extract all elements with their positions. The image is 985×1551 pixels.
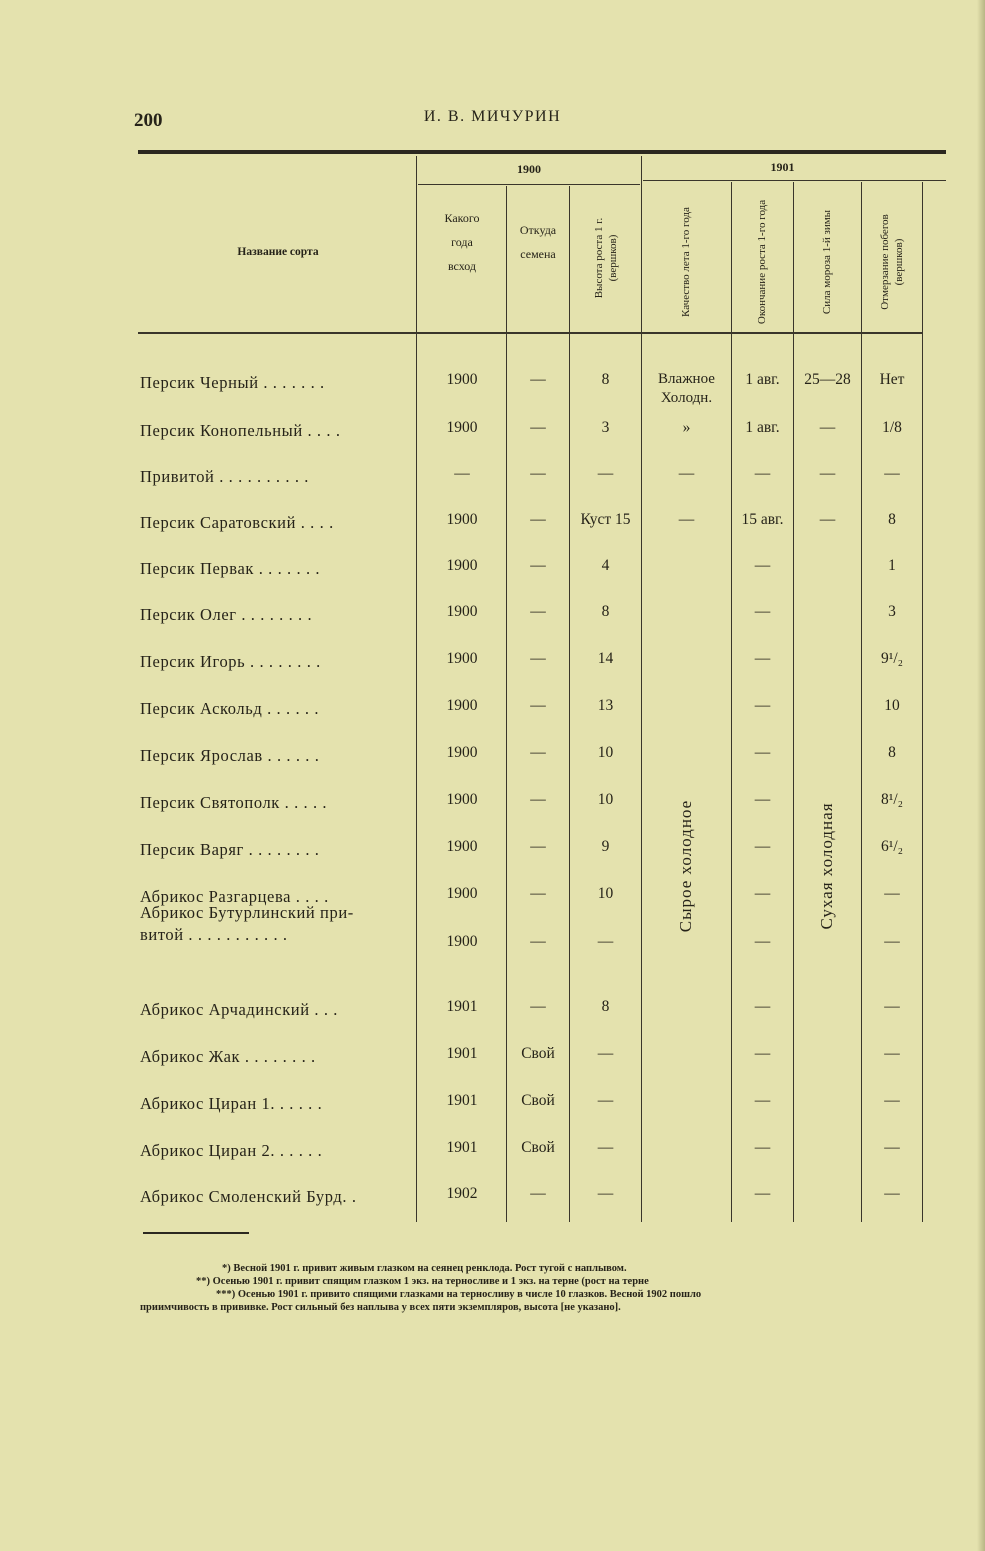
cell-growth-end: 1 авг. <box>745 419 780 436</box>
cell-year: 1902 <box>446 1185 478 1202</box>
cell-year: 1901 <box>446 998 478 1015</box>
variety-name: Абрикос Арчадинский . . . <box>140 1000 339 1019</box>
cell-year: — <box>454 465 470 482</box>
cell-origin: — <box>530 885 546 902</box>
cell-height: 9 <box>601 838 610 855</box>
cell-dieback: 8 <box>888 744 896 761</box>
cell-dieback: — <box>884 885 900 902</box>
cell-growth-end: — <box>754 603 771 620</box>
variety-name: Абрикос Циран 1. . . . . . <box>140 1094 323 1113</box>
cell-origin: — <box>530 998 546 1015</box>
cell-year: 1900 <box>446 419 478 436</box>
variety-name: Персик Конопельный . . . . <box>140 421 341 440</box>
cell-year: 1900 <box>446 557 478 574</box>
cell-frost: — <box>819 465 836 482</box>
cell-year: 1900 <box>446 697 478 714</box>
cell-origin: — <box>530 603 546 620</box>
variety-name: Персик Первак . . . . . . . <box>140 559 321 578</box>
footnote-rule <box>143 1232 249 1234</box>
variety-name: Абрикос Разгарцева . . . . <box>140 887 329 906</box>
header-sprout-year: Какого года всход <box>444 211 480 273</box>
cell-origin: — <box>530 650 546 667</box>
cell-growth-end: — <box>754 465 771 482</box>
cell-growth-end: — <box>754 838 771 855</box>
cell-origin: — <box>530 1185 546 1202</box>
cell-year: 1900 <box>446 885 478 902</box>
header-variety-name: Название сорта <box>237 246 319 258</box>
footnote-2: **) Осенью 1901 г. привит спящим глазком 1 экз. на терносливе и 1 экз. на терне (рост на терне <box>196 1276 649 1287</box>
merged-frost-strength: Сухая холодная <box>817 802 836 930</box>
cell-growth-end: — <box>754 744 771 761</box>
cell-year: 1900 <box>446 838 478 855</box>
col-divider-name <box>416 156 417 1222</box>
page-number: 200 <box>134 110 163 131</box>
cell-origin: — <box>530 465 546 482</box>
variety-name: Персик Черный . . . . . . . <box>140 373 325 392</box>
cell-growth-end: — <box>754 650 771 667</box>
cell-origin: — <box>530 371 546 388</box>
cell-growth-end: — <box>754 998 771 1015</box>
cell-year: 1900 <box>446 511 478 528</box>
cell-growth-end: — <box>754 1139 771 1156</box>
cell-summer: Влажное Холодн. <box>658 371 715 406</box>
cell-height: — <box>597 1092 614 1109</box>
variety-name: Абрикос Жак . . . . . . . . <box>140 1047 316 1066</box>
cell-origin: — <box>530 791 546 808</box>
year-1900-rule <box>418 184 640 185</box>
variety-name: Персик Саратовский . . . . <box>140 513 334 532</box>
cell-dieback: 8 <box>888 511 896 528</box>
cell-dieback: 3 <box>888 603 896 620</box>
header-year-1900: 1900 <box>517 162 541 176</box>
cell-dieback: 1 <box>888 557 896 574</box>
cell-frost: 25—28 <box>804 371 851 388</box>
cell-frost: — <box>819 419 836 436</box>
cell-height: — <box>597 1139 614 1156</box>
cell-dieback: — <box>884 1185 900 1202</box>
cell-growth-end: — <box>754 1185 771 1202</box>
col-divider-height <box>641 156 642 1222</box>
cell-growth-end: — <box>754 1092 771 1109</box>
cell-origin: — <box>530 838 546 855</box>
cell-origin: — <box>530 419 546 436</box>
header-year-1901: 1901 <box>770 160 795 174</box>
cell-growth-end: — <box>754 885 771 902</box>
footnote-3-continued: приимчивость в прививке. Рост сильный без наплыва у всех пяти экземпляров, высота [не указано]. <box>140 1302 621 1313</box>
cell-height: — <box>597 1045 614 1062</box>
cell-dieback: — <box>884 1045 900 1062</box>
cell-dieback: — <box>884 998 900 1015</box>
cell-dieback: 10 <box>884 697 900 714</box>
cell-summer: » <box>682 419 691 436</box>
cell-growth-end: — <box>754 1045 771 1062</box>
cell-dieback: 8¹/₂ <box>880 791 904 808</box>
table-top-rule <box>138 150 946 154</box>
cell-dieback: 1/8 <box>882 419 902 436</box>
cell-year: 1901 <box>446 1092 478 1109</box>
cell-dieback: Нет <box>879 371 905 388</box>
cell-growth-end: 1 авг. <box>745 371 780 388</box>
cell-height: 8 <box>601 998 610 1015</box>
cell-origin: Свой <box>521 1045 555 1062</box>
header-summer-quality: Качество лета 1-го года <box>680 207 692 317</box>
cell-dieback: — <box>884 933 900 950</box>
cell-year: 1900 <box>446 744 478 761</box>
cell-growth-end: — <box>754 697 771 714</box>
footnotes <box>140 1262 930 1314</box>
cell-summer: — <box>678 511 695 528</box>
variety-name: Персик Ярослав . . . . . . <box>140 746 320 765</box>
variety-name: Абрикос Циран 2. . . . . . <box>140 1141 323 1160</box>
cell-height: 8 <box>601 371 610 388</box>
cell-summer: — <box>678 465 695 482</box>
footnote-3: ***) Осенью 1901 г. привито спящими глазками на терносливу в числе 10 глазков. Весной 1902 пошло <box>216 1289 702 1300</box>
variety-name: Персик Варяг . . . . . . . . <box>140 840 320 859</box>
header-shoot-dieback: Отмерзание побегов (вершков) <box>879 214 905 310</box>
cell-height: — <box>597 465 614 482</box>
variety-name: Персик Олег . . . . . . . . <box>140 605 313 624</box>
cell-height: 4 <box>601 557 610 574</box>
cell-height: 10 <box>597 885 614 902</box>
cell-year: 1900 <box>446 933 478 950</box>
cell-origin: Свой <box>521 1139 555 1156</box>
cell-year: 1900 <box>446 791 478 808</box>
cell-origin: Свой <box>521 1092 555 1109</box>
variety-name: Персик Святополк . . . . . <box>140 793 328 812</box>
cell-growth-end: 15 авг. <box>741 511 784 528</box>
variety-name: Абрикос Бутурлинский при- витой . . . . . . . . . . . <box>140 903 354 944</box>
cell-dieback: — <box>884 1139 900 1156</box>
cell-height: — <box>597 1185 614 1202</box>
cell-growth-end: — <box>754 557 771 574</box>
year-1901-rule <box>643 180 946 181</box>
cell-dieback: — <box>884 465 900 482</box>
cell-growth-end: — <box>754 791 771 808</box>
merged-summer-quality: Сырое холодное <box>676 799 695 933</box>
cell-origin: — <box>530 557 546 574</box>
cell-height: 8 <box>601 603 610 620</box>
cell-dieback: 6¹/₂ <box>880 838 904 855</box>
cell-origin: — <box>530 744 546 761</box>
header-seed-origin: Откуда семена <box>519 223 557 261</box>
cell-height: 14 <box>597 650 614 667</box>
col-divider-growth <box>793 182 794 1222</box>
cell-height: — <box>597 933 614 950</box>
running-head: И. В. МИЧУРИН <box>423 108 562 125</box>
cell-dieback: 9¹/₂ <box>880 650 904 667</box>
header-growth-height: Высота роста 1 г. (вершков) <box>593 217 619 299</box>
cell-year: 1901 <box>446 1045 478 1062</box>
page-edge-shadow <box>977 0 985 1551</box>
cell-year: 1900 <box>446 371 478 388</box>
cell-growth-end: — <box>754 933 771 950</box>
header-frost-strength: Сила мороза 1-й зимы <box>821 209 833 315</box>
cell-frost: — <box>819 511 836 528</box>
col-divider-dieback <box>922 182 923 1222</box>
variety-name: Персик Аскольд . . . . . . <box>140 699 320 718</box>
variety-name: Персик Игорь . . . . . . . . <box>140 652 321 671</box>
cell-origin: — <box>530 933 546 950</box>
variety-name: Привитой . . . . . . . . . . <box>140 467 309 486</box>
cell-year: 1900 <box>446 650 478 667</box>
cell-height: 10 <box>597 791 614 808</box>
variety-name: Абрикос Смоленский Бурд. . <box>140 1187 357 1206</box>
header-bottom-rule <box>138 332 923 334</box>
cell-year: 1900 <box>446 603 478 620</box>
cell-height: 10 <box>597 744 614 761</box>
cell-dieback: — <box>884 1092 900 1109</box>
footnote-1: *) Весной 1901 г. привит живым глазком на сеянец ренклода. Рост тугой с наплывом. <box>222 1263 627 1274</box>
cell-year: 1901 <box>446 1139 478 1156</box>
cell-height: Куст 15 <box>580 511 631 528</box>
cell-origin: — <box>530 697 546 714</box>
header-growth-end: Окончание роста 1-го года <box>756 199 768 325</box>
cell-height: 13 <box>597 697 614 714</box>
cell-height: 3 <box>601 419 610 436</box>
cell-origin: — <box>530 511 546 528</box>
